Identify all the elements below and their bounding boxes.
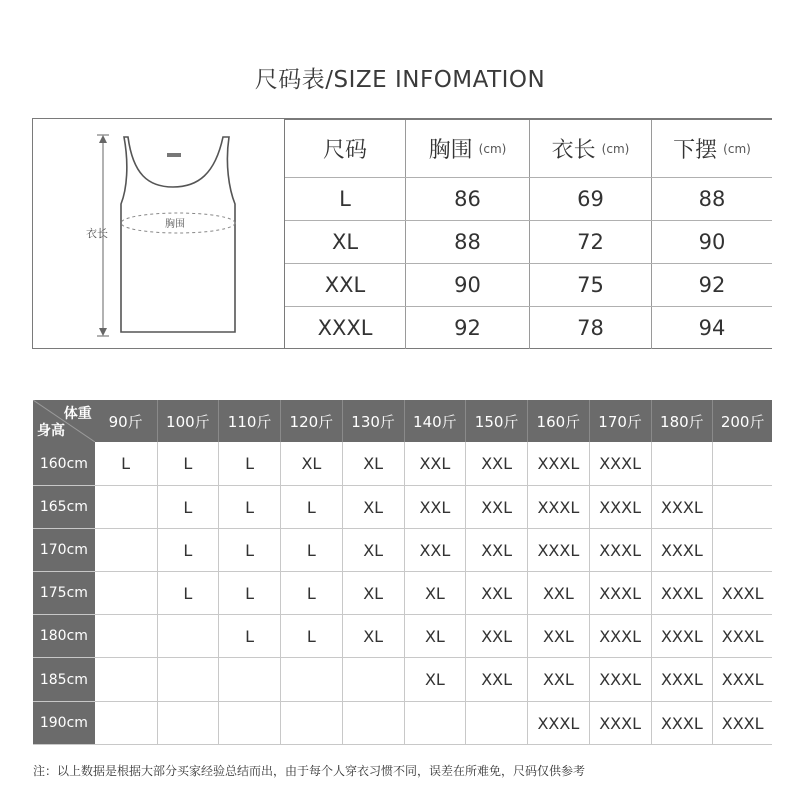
size-cell [95,702,158,744]
table-header-row [285,120,772,177]
chest-label: 胸围 [165,219,185,230]
size-cell: XL [343,442,405,485]
weight-header: 140斤 [405,400,467,442]
table-row: XXXL 92 78 94 [285,306,772,349]
size-cell: L [219,572,281,614]
size-cell [713,529,772,571]
height-label: 190cm [33,702,95,744]
size-cell [158,615,220,657]
weight-header: 180斤 [652,400,714,442]
size-cell: XXXL [528,702,590,744]
size-cell: XXL [466,658,528,701]
matrix-row [33,529,772,572]
size-cell: L [281,615,343,657]
size-cell [713,486,772,528]
size-cell: XXL [466,529,528,571]
size-cell: XL [405,572,467,614]
table-row: XL 88 72 90 [285,220,772,263]
matrix-row [33,572,772,615]
size-cell [95,486,158,528]
size-cell: L [281,572,343,614]
size-cell: XXXL [528,486,590,528]
size-cell: XXL [405,486,467,528]
size-cell: XL [281,442,343,485]
height-label: 165cm [33,486,95,528]
size-cell: XXXL [590,572,652,614]
size-cell: XXXL [528,529,590,571]
header-hem: 下摆 (cm) [651,120,772,177]
size-cell: L [219,615,281,657]
weight-header: 120斤 [281,400,343,442]
weight-header: 160斤 [528,400,590,442]
header-size: 尺码 [322,138,367,163]
size-cell [281,702,343,744]
matrix-row [33,442,772,486]
size-cell: XXXL [721,626,764,646]
size-cell [158,702,220,744]
size-cell: XXXL [652,658,714,701]
header-length: 衣长 (cm) [529,120,651,177]
size-cell [713,442,772,485]
weight-header: 200斤 [720,412,765,431]
size-cell: XXL [466,442,528,485]
height-label: 160cm [33,442,95,485]
size-cell: L [219,442,281,485]
tank-top-outline-icon [33,119,286,350]
size-cell: XXXL [590,442,652,485]
size-cell [219,658,281,701]
size-cell: XXXL [652,702,714,744]
size-cell: XXXL [590,658,652,701]
matrix-row [33,486,772,529]
size-cell: XXL [466,615,528,657]
size-cell: XXXL [528,442,590,485]
weight-header: 90斤 [95,400,158,442]
size-cell [405,702,467,744]
height-label: 170cm [33,529,95,571]
size-cell [281,658,343,701]
size-cell: XL [343,486,405,528]
size-cell: XXXL [652,486,714,528]
size-cell: XXXL [721,583,764,603]
matrix-header-row [33,400,772,442]
size-cell: L [158,486,220,528]
height-label: 175cm [33,572,95,614]
corner-weight-label: 体重 [63,406,92,422]
size-cell: L [158,572,220,614]
size-cell: L [158,442,220,485]
size-measurement-table [285,118,772,349]
size-cell: XXL [405,529,467,571]
size-cell: L [219,529,281,571]
size-cell [219,702,281,744]
matrix-corner-cell [33,400,95,442]
matrix-row [33,702,772,745]
length-label: 衣长 [86,227,108,240]
size-cell: XXXL [652,572,714,614]
size-cell: XL [405,615,467,657]
size-cell: XXXL [590,529,652,571]
size-cell [158,658,220,701]
size-cell [95,658,158,701]
size-cell: XXXL [590,615,652,657]
size-cell [95,615,158,657]
size-cell: XXL [528,572,590,614]
size-cell [652,442,714,485]
size-cell: XXXL [590,702,652,744]
matrix-row [33,615,772,658]
page-title: 尺码表/SIZE INFOMATION [254,67,546,93]
size-cell: XXL [466,486,528,528]
disclaimer-note: 注：以上数据是根据大部分买家经验总结而出，由于每个人穿衣习惯不同，误差在所难免，尺码仅供参考 [33,764,586,778]
size-cell: L [281,529,343,571]
size-cell: L [95,442,158,485]
size-cell: L [158,529,220,571]
table-row: XXL 90 75 92 [285,263,772,306]
size-cell: XXL [405,442,467,485]
table-row: L 86 69 88 [285,177,772,220]
size-cell: XXL [528,658,590,701]
size-cell [466,702,528,744]
size-cell: XL [343,572,405,614]
size-cell: XXXL [590,486,652,528]
height-label: 180cm [33,615,95,657]
size-cell [343,658,405,701]
corner-height-label: 身高 [37,423,65,439]
weight-header: 100斤 [158,400,220,442]
size-cell: XXXL [652,529,714,571]
size-cell [343,702,405,744]
height-label: 185cm [33,658,95,701]
size-cell: XXXL [721,713,764,733]
header-chest: 胸围 (cm) [405,120,529,177]
weight-header: 130斤 [343,400,405,442]
size-cell: L [219,486,281,528]
size-cell: XXL [528,615,590,657]
size-cell: XL [343,529,405,571]
size-cell: XL [343,615,405,657]
garment-diagram [32,118,285,349]
weight-header: 150斤 [466,400,528,442]
size-cell: XXXL [652,615,714,657]
weight-header: 170斤 [590,400,652,442]
size-cell [95,572,158,614]
size-cell: L [281,486,343,528]
size-cell: XXXL [721,670,764,689]
matrix-row [33,658,772,702]
size-info-section [32,118,772,349]
size-cell [95,529,158,571]
weight-header: 110斤 [219,400,281,442]
size-cell: XL [405,658,467,701]
height-weight-size-matrix [33,400,772,745]
size-cell: XXL [466,572,528,614]
